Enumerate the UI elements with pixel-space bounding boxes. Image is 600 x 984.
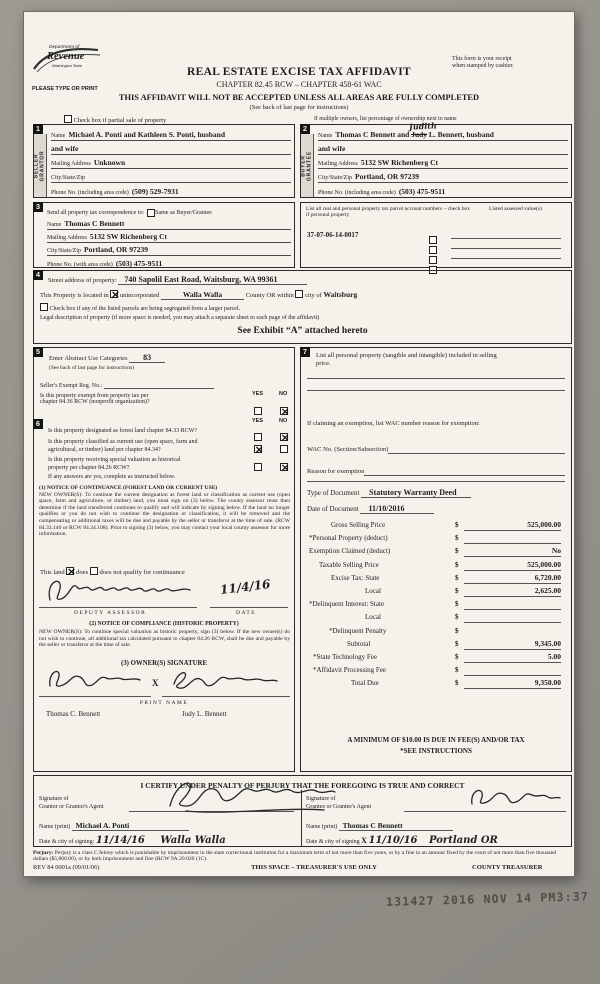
- owner-signature-2: [162, 666, 282, 694]
- dollar-sign: $: [455, 573, 459, 582]
- reason-for-exemption-row: Reason for exemption: [307, 468, 565, 476]
- correspondence-mailing-value: 5132 SW Richenberg Ct: [89, 232, 167, 241]
- seller-mailing-value: Unknown: [93, 158, 126, 167]
- correspondence-city-row: City/State/Zip Portland, OR 97239: [47, 243, 291, 256]
- deputy-assessor-label: DEPUTY ASSESSOR: [74, 610, 147, 616]
- fee-excise-tax-local: [307, 586, 565, 599]
- county-value: Walla Walla: [161, 290, 244, 300]
- grantee-name-row: Name (print) Thomas C Bennett: [306, 821, 453, 830]
- grantee-printed-name: Thomas C Bennett: [339, 821, 453, 831]
- exemption-note: If claiming an exemption, list WAC number reason for exemption:: [307, 420, 480, 427]
- perjury-text: Perjury is a class C felony which is punishable by imprisonment in the state correctional institution for a maximum term of not more than five years, or by a fine in an amount fixed by the court of not more than five thousand dollars ($5,000.00), or by both imprisonment and fine (RCW 9A.20.020 (1C).: [33, 850, 557, 863]
- exempt-reg-row: Seller's Exempt Reg. No.:: [40, 381, 214, 389]
- type-of-document-row: Type of Document Statutory Warranty Deed: [307, 488, 471, 497]
- fee-amount: 525,000.00: [464, 560, 561, 571]
- owners-signature-title: (3) OWNER(S) SIGNATURE: [121, 660, 207, 667]
- notice-2-title: (2) NOTICE OF COMPLIANCE (HISTORIC PROPERTY): [89, 621, 239, 627]
- seller-city-row: City/State/Zip: [51, 169, 291, 183]
- fee-amount: 525,000.00: [464, 520, 561, 531]
- seller-name-value: Michael A. Ponti and Kathleen S. Ponti, husband: [68, 130, 226, 139]
- notice-1-title: (1) NOTICE OF CONTINUANCE (FOREST LAND OR CURRENT USE): [39, 485, 218, 491]
- grantor-agent-signature: [162, 776, 340, 816]
- certify-title: I CERTIFY UNDER PENALTY OF PERJURY THAT THE FOREGOING IS TRUE AND CORRECT: [140, 781, 465, 790]
- certification-section: [33, 775, 572, 847]
- land-qualifies-row: This land × does does not qualify for continuance: [40, 567, 185, 576]
- historic-yes-checkbox[interactable]: [254, 463, 262, 471]
- correspondence-phone-row: Phone No. (with area code) (503) 475-9511: [47, 256, 291, 269]
- perjury-label: Perjury:: [33, 850, 54, 856]
- correspondence-city-value: Portland, OR 97239: [84, 245, 148, 254]
- grantee-date-handwritten: 11/10/16: [368, 835, 418, 846]
- dollar-sign: $: [455, 586, 459, 595]
- section-4-badge: 4: [33, 270, 43, 280]
- date-of-document-row: Date of Document 11/10/2016: [307, 504, 434, 513]
- fee-amount: [464, 599, 561, 610]
- use-classification-column: [33, 347, 295, 772]
- partial-sale-row: [64, 115, 166, 124]
- deputy-assessor-signature: [42, 574, 194, 608]
- reason-blank[interactable]: [364, 468, 565, 476]
- multiple-owners-note: If multiple owners, list percentage of ownership next to name: [314, 116, 457, 122]
- wac-number-blank[interactable]: [388, 446, 565, 454]
- personal-property-header: List all personal property (tangible and intangible) included in selling price.: [316, 352, 497, 367]
- logo-department-of: Department of: [49, 45, 80, 50]
- section-7-badge: 7: [300, 347, 310, 357]
- section-5-badge: 5: [33, 347, 43, 357]
- grantee-signature-label: Signature of Grantee or Grantee's Agent: [306, 796, 372, 810]
- buyer-name-label: Name: [318, 133, 333, 139]
- fee-amount: [464, 626, 561, 637]
- assessed-value-line-2: [451, 248, 561, 249]
- dollar-sign: $: [455, 666, 459, 675]
- fee-table: [307, 520, 565, 691]
- buyer-phone-row: Phone No. (including area code) (503) 475-9511: [318, 183, 568, 197]
- grantor-name-row: Name (print) Michael A. Ponti: [39, 821, 189, 830]
- owner-1-signature-line[interactable]: [39, 696, 151, 697]
- fee-label: Total Due: [351, 679, 379, 688]
- fee-label: Local: [365, 613, 381, 622]
- buyer-phone-value: (503) 475-9511: [398, 187, 446, 196]
- buyer-name-value-2: and wife: [318, 144, 346, 153]
- fee-gross-selling-price: [307, 520, 565, 533]
- assessor-date-handwritten: 11/4/16: [219, 576, 272, 598]
- historic-question: Is this property receiving special valuation as historical property per chapter 84.26 RCW?: [48, 457, 181, 471]
- fee-label: Subtotal: [347, 639, 371, 648]
- buyer-name-row: [318, 120, 568, 141]
- fee-label: Gross Selling Price: [331, 521, 386, 529]
- county-treasurer-label: COUNTY TREASURER: [472, 864, 543, 871]
- fee-amount: No: [464, 546, 561, 557]
- assessor-date-line[interactable]: [210, 607, 288, 608]
- reason-line-2[interactable]: [307, 481, 565, 482]
- grantee-x-mark: X: [361, 836, 367, 845]
- see-instructions-note: *SEE INSTRUCTIONS: [400, 747, 472, 755]
- segregated-checkbox[interactable]: [40, 303, 48, 311]
- personal-property-line-1[interactable]: [307, 378, 565, 379]
- parcel-numbers-section: [300, 202, 572, 268]
- exhibit-a-note: See Exhibit “A” attached hereto: [237, 326, 368, 336]
- seller-name-value-2: and wife: [51, 144, 79, 153]
- fee-amount: 9,345.00: [464, 639, 561, 650]
- grantor-printed-name: Michael A. Ponti: [72, 821, 190, 831]
- exempt-no-header: NO: [279, 391, 288, 397]
- warning-line: THIS AFFIDAVIT WILL NOT BE ACCEPTED UNLESS ALL AREAS ARE FULLY COMPLETED: [118, 93, 480, 102]
- parcel-header: List all real and personal property tax parcel account numbers – check box if personal property: [306, 206, 471, 219]
- grantee-signature: [464, 784, 564, 812]
- fee-label: Taxable Selling Price: [319, 560, 379, 569]
- buyer-name-value: Thomas C Bennett and Judy Judith L. Bennett, husband: [335, 120, 494, 139]
- fee-amount: [464, 612, 561, 623]
- section-1-badge: 1: [33, 124, 43, 134]
- assessor-date-label: DATE: [236, 610, 257, 616]
- grantee-signature-line[interactable]: [404, 811, 566, 812]
- seller-section: [33, 124, 295, 198]
- seller-phone-row: Phone No. (including area code) (509) 529-7931: [51, 183, 291, 197]
- abstract-see-back: (See back of last page for instructions): [49, 365, 134, 371]
- current-use-question: Is this property classified as current use (open space, farm and agricultural, or timber) land per chapter 84.34?: [48, 439, 198, 453]
- dollar-sign: $: [455, 613, 459, 622]
- seller-city-value: [88, 181, 291, 182]
- notice-1-body: NEW OWNER(S): To continue the current designation as forest land or classification as current use (open space, farm and agriculture, or timber) land, you must sign on (3) below. The county assessor must then determine if the land transferred continues to qualify and will indicate by signing below. If the land no longer qualifies or you do not wish to continue the designation or classification, it will be removed and the compensating or additional taxes will be due and payable by the seller or transferor at the time of sale. (RCW 84.33.140 or RCW 84.34.108). Prior to signing (3) below, you may contact your local county assessor for more information.: [39, 491, 290, 538]
- personal-property-line-2[interactable]: [307, 390, 565, 391]
- treasurer-space-label: THIS SPACE – TREASURER'S USE ONLY: [251, 864, 377, 871]
- fee-label: *Delinquent Interest: State: [309, 600, 385, 609]
- designation-yes-header: YES: [252, 418, 264, 424]
- same-as-buyer-checkbox[interactable]: [147, 209, 155, 217]
- fee-delinquent-penalty: [307, 626, 565, 639]
- fee-label: *Affidavit Processing Fee: [313, 666, 386, 675]
- date-of-document-value: 11/10/2016: [360, 504, 434, 514]
- assessed-values-header: Listed assessed value(s): [489, 206, 542, 212]
- grantor-signature-label: Signature of Grantor or Grantor's Agent: [39, 796, 104, 810]
- rev-form-number: REV 84 0001a (09/01/06): [33, 864, 100, 871]
- assessed-value-line-3: [451, 258, 561, 259]
- partial-sale-label: Check box if partial sale of property: [73, 117, 167, 124]
- buyer-name-handwritten-correction: Judith: [408, 120, 438, 132]
- if-yes-note: If any answers are yes, complete as instructed below.: [48, 474, 176, 480]
- city-value: Waitsburg: [323, 290, 358, 299]
- legal-description-label: Legal description of property (if more space is needed, you may attach a separate sheet to each page of the affidavit): [40, 315, 320, 321]
- perjury-paragraph: [33, 850, 572, 863]
- notice-2-body: NEW OWNER(S): To continue special valuation as historic property, sign (3) below. If the new owner(s) do not wish to continue, all additional tax calculated pursuant to chapter 84.26 RCW, shall be due and payable by the seller or transferor at the time of sale.: [39, 629, 290, 649]
- buyer-grantee-vertical-label: BUYER GRANTEE: [300, 150, 313, 181]
- dollar-sign: $: [455, 521, 459, 529]
- property-location-section: [33, 270, 572, 344]
- affidavit-form-page: [24, 12, 574, 876]
- buyer-section: [300, 120, 572, 198]
- owner-2-x-mark: X: [152, 678, 159, 688]
- street-address-value: 740 Sapolil East Road, Waitsburg, WA 99361: [118, 275, 307, 285]
- owner-signature-1: [40, 666, 146, 694]
- correspondence-name-row: Name Thomas C Bennett: [47, 217, 291, 230]
- seller-mailing-row: Mailing Address Unknown: [51, 155, 291, 169]
- seller-name-label: Name: [51, 133, 66, 139]
- seller-name-row: [51, 127, 291, 141]
- section-3-badge: 3: [33, 202, 43, 212]
- fee-state-technology: [307, 652, 565, 665]
- grantor-city-handwritten: Walla Walla: [160, 835, 226, 846]
- chapter-line: CHAPTER 82.45 RCW – CHAPTER 458-61 WAC: [216, 80, 382, 89]
- fee-delinquent-interest-local: [307, 612, 565, 625]
- seller-side-strip: [34, 134, 47, 197]
- seller-name-row-2: [51, 141, 291, 155]
- buyer-name-row-2: [318, 141, 568, 155]
- buyer-mailing-value: 5132 SW Richenberg Ct: [360, 158, 438, 167]
- type-of-document-value: Statutory Warranty Deed: [361, 488, 470, 498]
- please-type-or-print: PLEASE TYPE OR PRINT: [32, 86, 98, 92]
- logo-revenue: Revenue: [47, 51, 85, 62]
- tax-correspondence-section: [33, 202, 295, 268]
- fee-amount: 9,350.00: [464, 678, 561, 689]
- treasurer-stamp: 131427 2016 NOV 14 PM3:37: [385, 889, 590, 909]
- receipt-note: This form is your receipt when stamped by cashier.: [452, 56, 514, 69]
- buyer-side-strip: [301, 134, 314, 197]
- abstract-use-row: Enter Abstract Use Categories 83: [49, 353, 165, 362]
- wac-number-row: WAC No. (Section/Subsection): [307, 446, 565, 454]
- grantee-city-handwritten: Portland OR: [429, 835, 498, 846]
- print-name-label: PRINT NAME: [139, 700, 189, 706]
- dollar-sign: $: [455, 560, 459, 569]
- designation-no-header: NO: [279, 418, 288, 424]
- section-6-badge: 6: [33, 419, 43, 429]
- owner-1-printed-name: Thomas C. Bennett: [46, 710, 101, 718]
- assessor-signature-line[interactable]: [39, 607, 197, 608]
- partial-sale-checkbox[interactable]: [64, 115, 72, 123]
- forest-land-question: Is this property designated as forest land chapter 84.33 RCW?: [48, 428, 197, 434]
- buyer-city-row: City/State/Zip Portland, OR 97239: [318, 169, 568, 183]
- seller-phone-value: (509) 529-7931: [131, 187, 179, 196]
- fee-label: Excise Tax: State: [331, 573, 380, 582]
- grantee-date-row: Date & city of signing X 11/10/16 Portland OR: [306, 835, 498, 846]
- fee-subtotal: [307, 639, 565, 652]
- fee-amount: 5.00: [464, 652, 561, 663]
- fee-excise-tax-state: [307, 573, 565, 586]
- exempt-no-checkbox[interactable]: [280, 407, 288, 415]
- parcel-number-1: 37-07-06-14-0017: [307, 231, 359, 239]
- correspondence-name-value: Thomas C Bennett: [64, 219, 125, 228]
- fee-exemption-claimed: [307, 546, 565, 559]
- located-in-row: This Property is located in × unincorporated Walla Walla County OR within city of Waitsburg: [40, 290, 357, 299]
- form-title: REAL ESTATE EXCISE TAX AFFIDAVIT: [187, 66, 411, 78]
- see-back-note: (See back of last page for instructions): [249, 104, 349, 111]
- fee-label: *Personal Property (deduct): [309, 534, 388, 543]
- exempt-question: Is this property exempt from property tax per chapter 84.36 RCW (nonprofit organization)?: [40, 393, 150, 405]
- fee-total-due: [307, 678, 565, 691]
- buyer-mailing-row: Mailing Address 5132 SW Richenberg Ct: [318, 155, 568, 169]
- correspondence-mailing-row: Mailing Address 5132 SW Richenberg Ct: [47, 230, 291, 243]
- correspondence-phone-value: (503) 475-9511: [115, 259, 163, 268]
- buyer-city-value: Portland, OR 97239: [355, 172, 419, 181]
- abstract-use-value: 83: [129, 353, 165, 363]
- fee-amount: 2,625.00: [464, 586, 561, 597]
- fee-affidavit-processing: [307, 665, 565, 678]
- owner-2-signature-line[interactable]: [162, 696, 290, 697]
- assessed-value-line-1: [451, 238, 561, 239]
- minimum-due-note: A MINIMUM OF $10.00 IS DUE IN FEE(S) AND/OR TAX: [347, 736, 525, 744]
- fee-label: Exemption Claimed (deduct): [309, 547, 391, 556]
- city-of-checkbox[interactable]: [295, 290, 303, 298]
- unincorporated-checkbox[interactable]: [110, 290, 118, 298]
- seller-grantor-vertical-label: SELLER GRANTOR: [33, 150, 46, 181]
- dollar-sign: $: [455, 679, 459, 688]
- buyer-name-struck: Judy: [411, 130, 428, 139]
- dollar-sign: $: [455, 652, 459, 661]
- dollar-sign: $: [455, 626, 459, 635]
- fee-label: *State Technology Fee: [313, 652, 377, 661]
- fee-amount: [464, 533, 561, 544]
- notice-of-continuance: [39, 485, 290, 538]
- dollar-sign: $: [455, 547, 459, 556]
- selling-price-column: [300, 347, 572, 772]
- exempt-reg-blank: [104, 381, 214, 389]
- grantor-date-handwritten: 11/14/16: [95, 835, 145, 846]
- fee-amount: [464, 665, 561, 676]
- current-use-yes-checkbox[interactable]: [254, 445, 262, 453]
- fee-label: *Delinquent Penalty: [329, 626, 387, 635]
- segregated-row: Check box if any of the listed parcels are being segregated from a larger parcel.: [40, 303, 240, 312]
- logo-washington-state: Washington State: [52, 64, 82, 68]
- street-address-row: Street address of property: 740 Sapolil East Road, Waitsburg, WA 99361: [48, 275, 307, 284]
- fee-amount: 6,720.00: [464, 573, 561, 584]
- correspondence-send-row: Send all property tax correspondence to: Same as Buyer/Grantee: [47, 210, 212, 216]
- fee-label: Local: [365, 586, 381, 595]
- fee-taxable-selling-price: [307, 560, 565, 573]
- dollar-sign: $: [455, 534, 459, 543]
- fee-personal-property-deduct: [307, 533, 565, 546]
- exempt-yes-header: YES: [252, 391, 264, 397]
- fee-delinquent-interest-state: [307, 599, 565, 612]
- historic-no-checkbox[interactable]: [280, 463, 288, 471]
- current-use-no-checkbox[interactable]: [280, 445, 288, 453]
- section-2-badge: 2: [300, 124, 310, 134]
- dollar-sign: $: [455, 600, 459, 609]
- grantor-date-row: Date & city of signing: 11/14/16 Walla Walla: [39, 835, 226, 846]
- exempt-yes-checkbox[interactable]: [254, 407, 262, 415]
- dollar-sign: $: [455, 639, 459, 648]
- owner-2-printed-name: Judy L. Bennett: [182, 710, 227, 718]
